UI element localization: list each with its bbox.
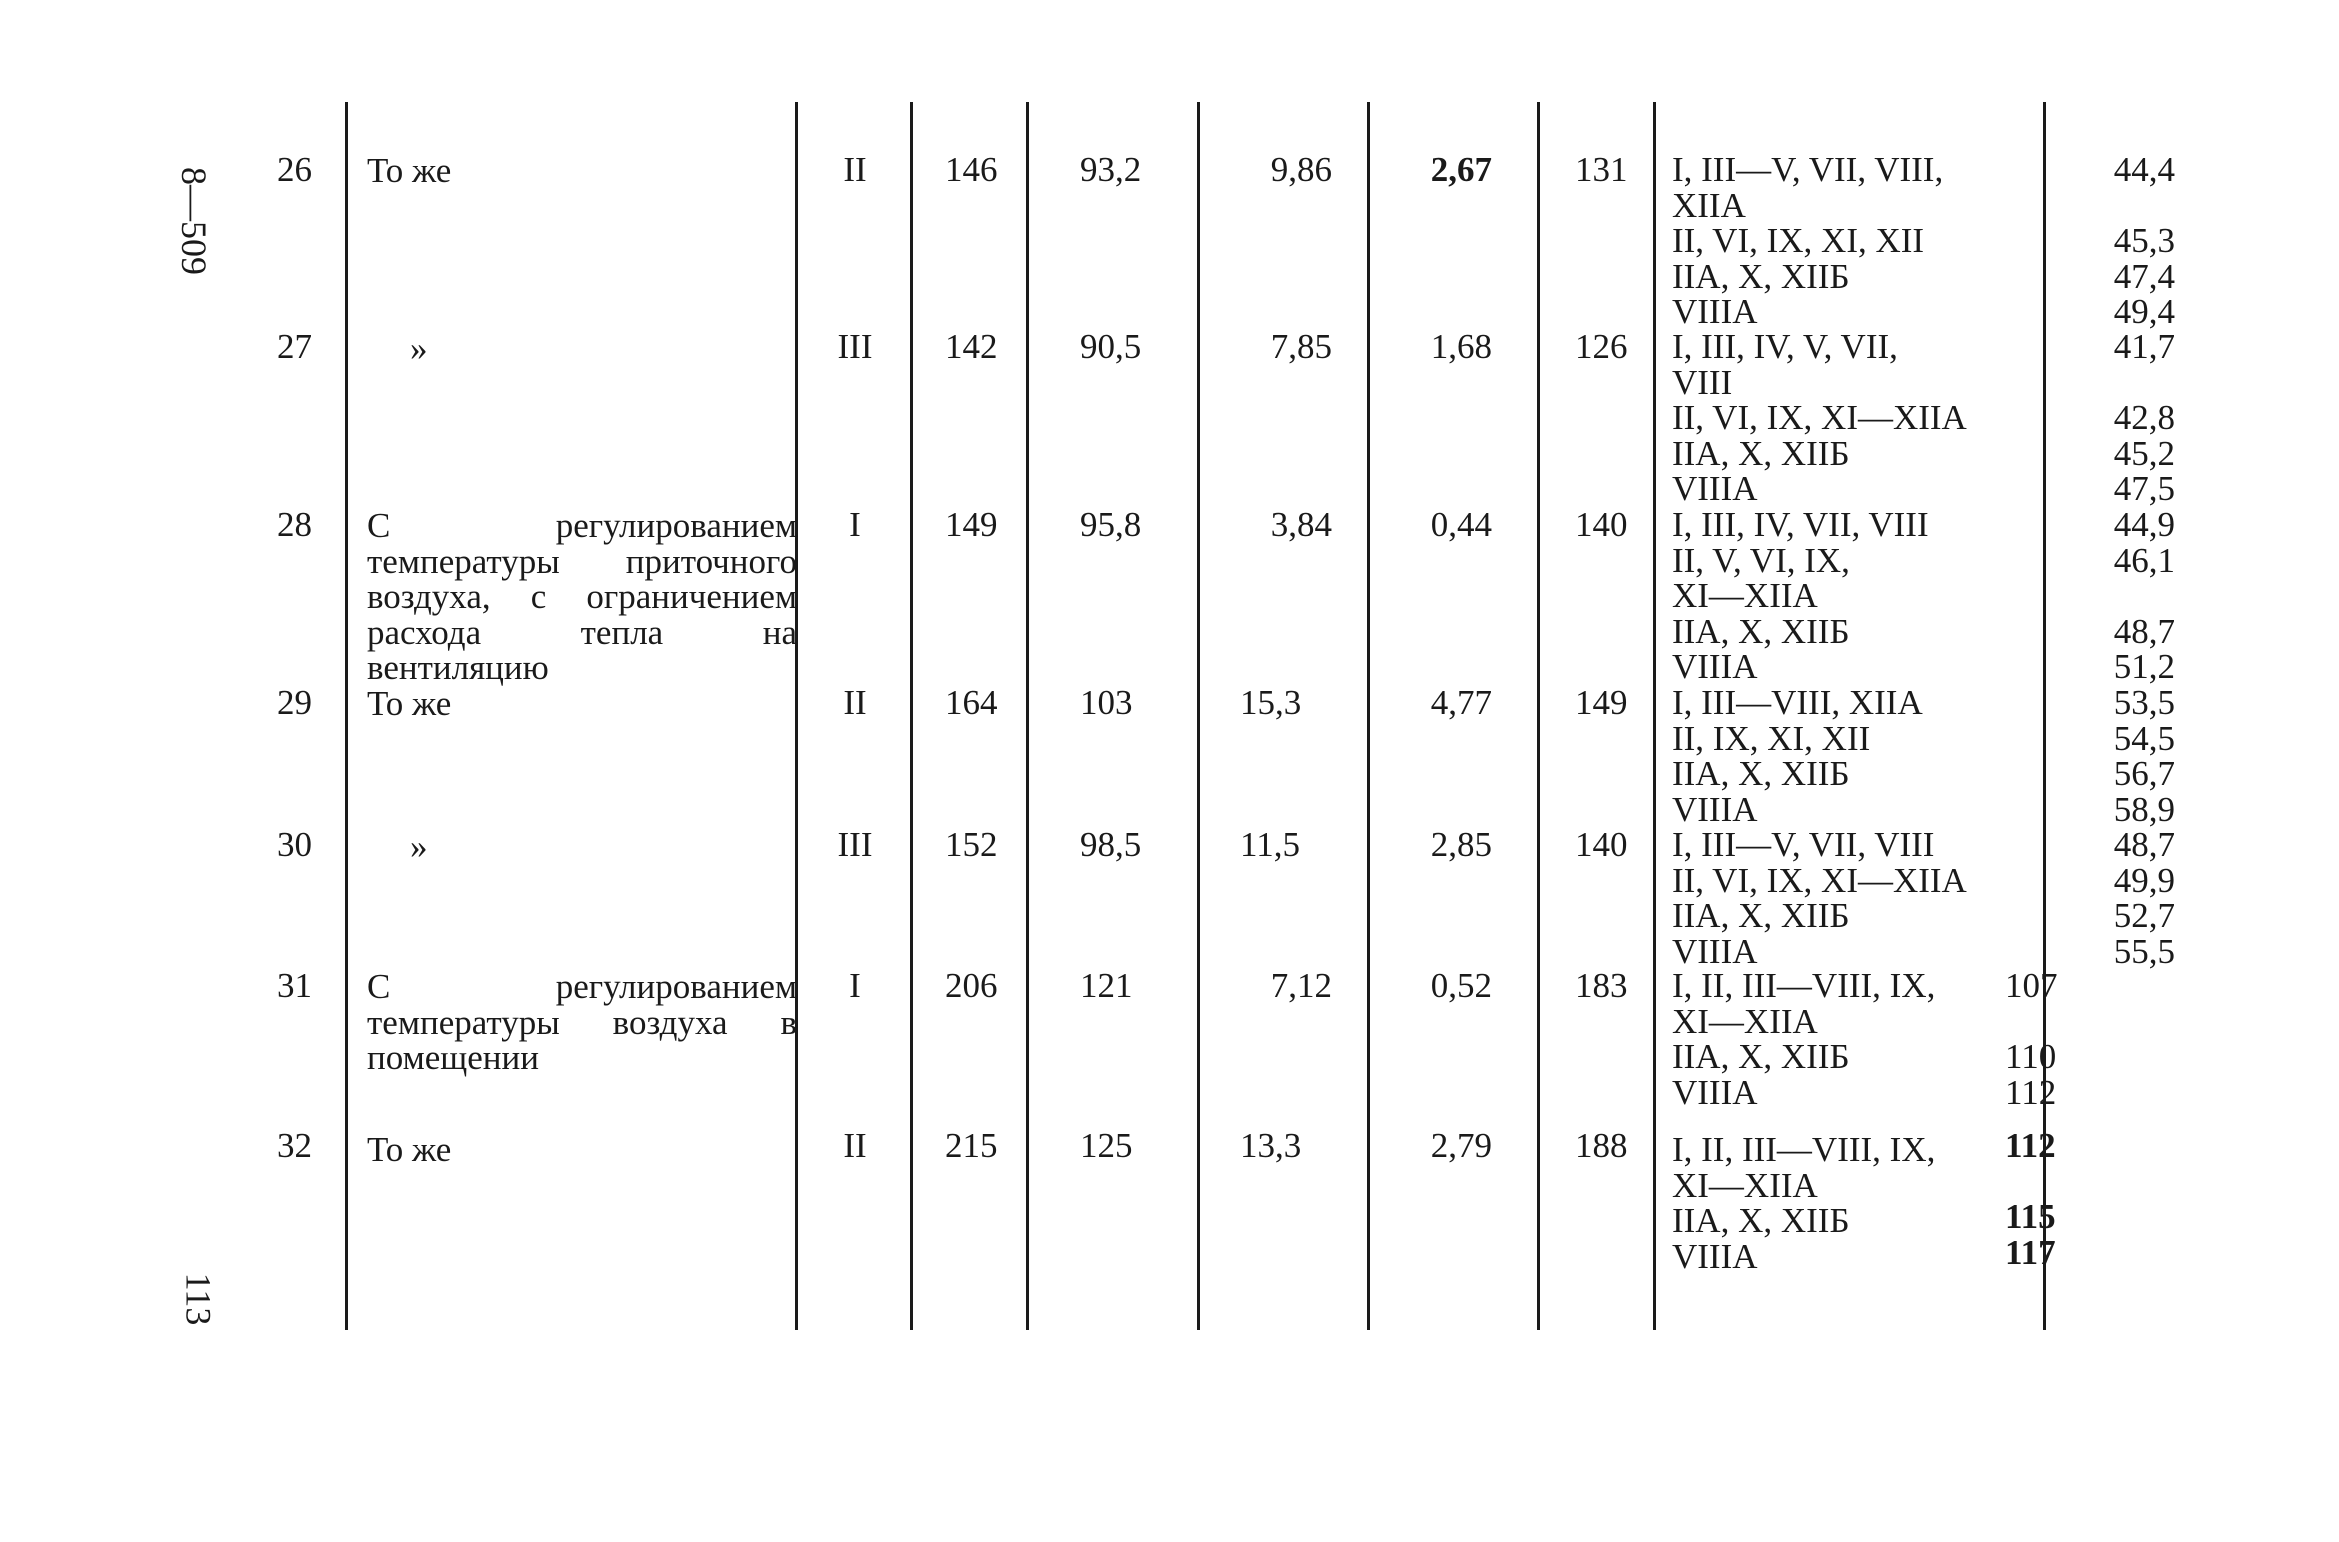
row-description: »: [410, 827, 428, 866]
group-label: I, II, III—VIII, IX,: [1672, 1130, 1936, 1169]
row-value-5: 140: [1575, 505, 1628, 544]
group-value: 107: [2005, 966, 2058, 1005]
group-label: I, III, IV, VII, VIII: [1672, 505, 1929, 544]
row-value-3: 3,84: [1270, 505, 1332, 544]
group-label: IIA, X, XIIБ: [1672, 256, 1850, 296]
sheet-number-label: 8—509: [174, 167, 214, 275]
row-number: 30: [277, 825, 312, 864]
row-value-3: 15,3: [1240, 683, 1302, 722]
group-value: 44,4: [2113, 150, 2175, 189]
row-value-3: 9,86: [1270, 150, 1332, 189]
row-value-2: 98,5: [1080, 825, 1142, 864]
group-label: II, VI, IX, XI—XIIA: [1672, 860, 1967, 900]
group-values: [2045, 685, 2175, 827]
group-list: [1672, 152, 1943, 330]
group-value: 48,7: [2113, 611, 2175, 651]
group-value: 112: [2005, 1072, 2057, 1112]
row-description: То же: [367, 151, 452, 190]
group-list: [1672, 968, 1935, 1110]
group-label: IIA, X, XIIБ: [1672, 754, 1850, 793]
row-value-5: 188: [1575, 1126, 1628, 1165]
group-label: VIIIA: [1672, 1072, 1758, 1112]
row-value-1: 215: [945, 1126, 998, 1165]
row-number: 27: [277, 327, 312, 366]
group-label: II, IX, XI, XII: [1672, 718, 1871, 758]
row-class: III: [837, 825, 873, 864]
row-value-2: 103: [1080, 683, 1133, 722]
row-class: II: [843, 1126, 867, 1165]
row-value-4: 1,68: [1430, 327, 1492, 366]
group-label: IIA, X, XIIБ: [1672, 1037, 1850, 1076]
group-value: 46,1: [2113, 540, 2175, 580]
group-label: I, III—V, VII, VIII: [1672, 825, 1935, 864]
row-description: То же: [367, 684, 452, 723]
group-label: IIA, X, XIIБ: [1672, 896, 1850, 935]
group-value: [2045, 578, 2175, 614]
group-value: [2045, 188, 2175, 224]
group-label: I, III, IV, V, VII,: [1672, 327, 1898, 366]
group-values: [2005, 1128, 2135, 1270]
group-values: [2045, 152, 2175, 330]
group-label: VIII: [1672, 362, 1733, 402]
group-label: IIA, X, XIIБ: [1672, 611, 1850, 651]
group-value: [2005, 1004, 2135, 1040]
group-list: [1672, 507, 1929, 685]
row-value-4: 0,44: [1430, 505, 1492, 544]
group-label: VIIIA: [1672, 647, 1758, 686]
group-value: 55,5: [2113, 931, 2175, 971]
page-number-label: 113: [178, 1272, 219, 1326]
group-value: [2005, 1164, 2135, 1200]
table-rule: [1367, 102, 1370, 1330]
group-value: 117: [2005, 1232, 2056, 1272]
group-value: 41,7: [2113, 327, 2175, 366]
row-description: »: [410, 329, 428, 368]
group-list: [1672, 1132, 1935, 1274]
row-value-1: 149: [945, 505, 998, 544]
row-value-1: 164: [945, 683, 998, 722]
group-label: VIIIA: [1672, 1236, 1758, 1276]
group-value: 56,7: [2113, 754, 2175, 793]
row-value-1: 146: [945, 150, 998, 189]
group-label: IIA, X, XIIБ: [1672, 1201, 1850, 1240]
group-value: 112: [2005, 1126, 2056, 1165]
group-label: XIIA: [1672, 185, 1746, 225]
row-number: 32: [277, 1126, 312, 1165]
row-value-2: 93,2: [1080, 150, 1142, 189]
row-value-4: 2,79: [1430, 1126, 1492, 1165]
group-value: 54,5: [2113, 718, 2175, 758]
group-label: II, V, VI, IX,: [1672, 540, 1850, 580]
group-value: 47,5: [2113, 469, 2175, 508]
row-value-5: 126: [1575, 327, 1628, 366]
group-value: 47,4: [2113, 256, 2175, 296]
group-label: VIIIA: [1672, 469, 1758, 508]
group-value: 44,9: [2113, 505, 2175, 544]
row-value-1: 152: [945, 825, 998, 864]
table-rule: [1653, 102, 1656, 1330]
group-value: 51,2: [2113, 647, 2175, 686]
group-values: [2045, 507, 2175, 685]
group-label: XI—XIIA: [1672, 1165, 1818, 1205]
row-value-2: 121: [1080, 966, 1133, 1005]
table-rule: [345, 102, 348, 1330]
group-values: [2005, 968, 2135, 1110]
row-description: То же: [367, 1130, 452, 1169]
group-value: 49,4: [2113, 292, 2175, 331]
row-value-1: 206: [945, 966, 998, 1005]
group-value: 49,9: [2113, 860, 2175, 900]
group-list: [1672, 685, 1923, 827]
group-label: II, VI, IX, XI—XIIA: [1672, 398, 1967, 437]
row-value-4: 2,67: [1430, 150, 1492, 189]
row-value-3: 7,12: [1270, 966, 1332, 1005]
group-label: II, VI, IX, XI, XII: [1672, 221, 1925, 260]
group-value: 58,9: [2113, 789, 2175, 829]
row-value-2: 90,5: [1080, 327, 1142, 366]
table-rule: [1537, 102, 1540, 1330]
row-value-5: 131: [1575, 150, 1628, 189]
row-value-2: 125: [1080, 1126, 1133, 1165]
row-number: 28: [277, 505, 312, 544]
row-value-3: 11,5: [1240, 825, 1300, 864]
row-value-4: 0,52: [1430, 966, 1492, 1005]
row-class: I: [849, 505, 861, 544]
group-label: I, III—VIII, XIIA: [1672, 683, 1923, 722]
group-value: [2045, 365, 2175, 401]
row-value-1: 142: [945, 327, 998, 366]
group-values: [2045, 329, 2175, 507]
group-label: XI—XIIA: [1672, 1001, 1818, 1041]
group-values: [2045, 827, 2175, 969]
row-description: С регулированием температуры воздуха в помещении: [367, 967, 797, 1077]
table-rule: [1026, 102, 1029, 1330]
group-value: 45,3: [2113, 221, 2175, 260]
row-value-5: 140: [1575, 825, 1628, 864]
row-number: 29: [277, 683, 312, 722]
group-label: I, II, III—VIII, IX,: [1672, 966, 1936, 1005]
row-class: II: [843, 683, 867, 722]
group-list: [1672, 329, 1967, 507]
group-label: VIIIA: [1672, 789, 1758, 829]
group-value: 110: [2005, 1037, 2057, 1076]
row-number: 31: [277, 966, 312, 1005]
row-value-5: 149: [1575, 683, 1628, 722]
table-rule: [1197, 102, 1200, 1330]
group-label: VIIIA: [1672, 931, 1758, 971]
group-value: 53,5: [2113, 683, 2175, 722]
group-label: XI—XIIA: [1672, 576, 1818, 615]
row-class: III: [837, 327, 873, 366]
row-description: С регулированием температуры приточного воздуха, с ограничением расхода тепла на вентиляцию: [367, 506, 797, 687]
group-value: 48,7: [2113, 825, 2175, 864]
row-class: I: [849, 966, 861, 1005]
group-value: 115: [2005, 1197, 2056, 1236]
group-value: 45,2: [2113, 433, 2175, 473]
group-label: IIA, X, XIIБ: [1672, 433, 1850, 473]
table-rule: [910, 102, 913, 1330]
row-value-3: 7,85: [1270, 327, 1332, 366]
group-label: VIIIA: [1672, 292, 1758, 331]
row-value-4: 2,85: [1430, 825, 1492, 864]
group-value: 52,7: [2113, 896, 2175, 935]
group-label: I, III—V, VII, VIII,: [1672, 150, 1944, 189]
row-number: 26: [277, 150, 312, 189]
row-value-4: 4,77: [1430, 683, 1492, 722]
row-class: II: [843, 150, 867, 189]
row-value-3: 13,3: [1240, 1126, 1302, 1165]
row-value-5: 183: [1575, 966, 1628, 1005]
row-value-2: 95,8: [1080, 505, 1142, 544]
group-list: [1672, 827, 1967, 969]
group-value: 42,8: [2113, 398, 2175, 437]
